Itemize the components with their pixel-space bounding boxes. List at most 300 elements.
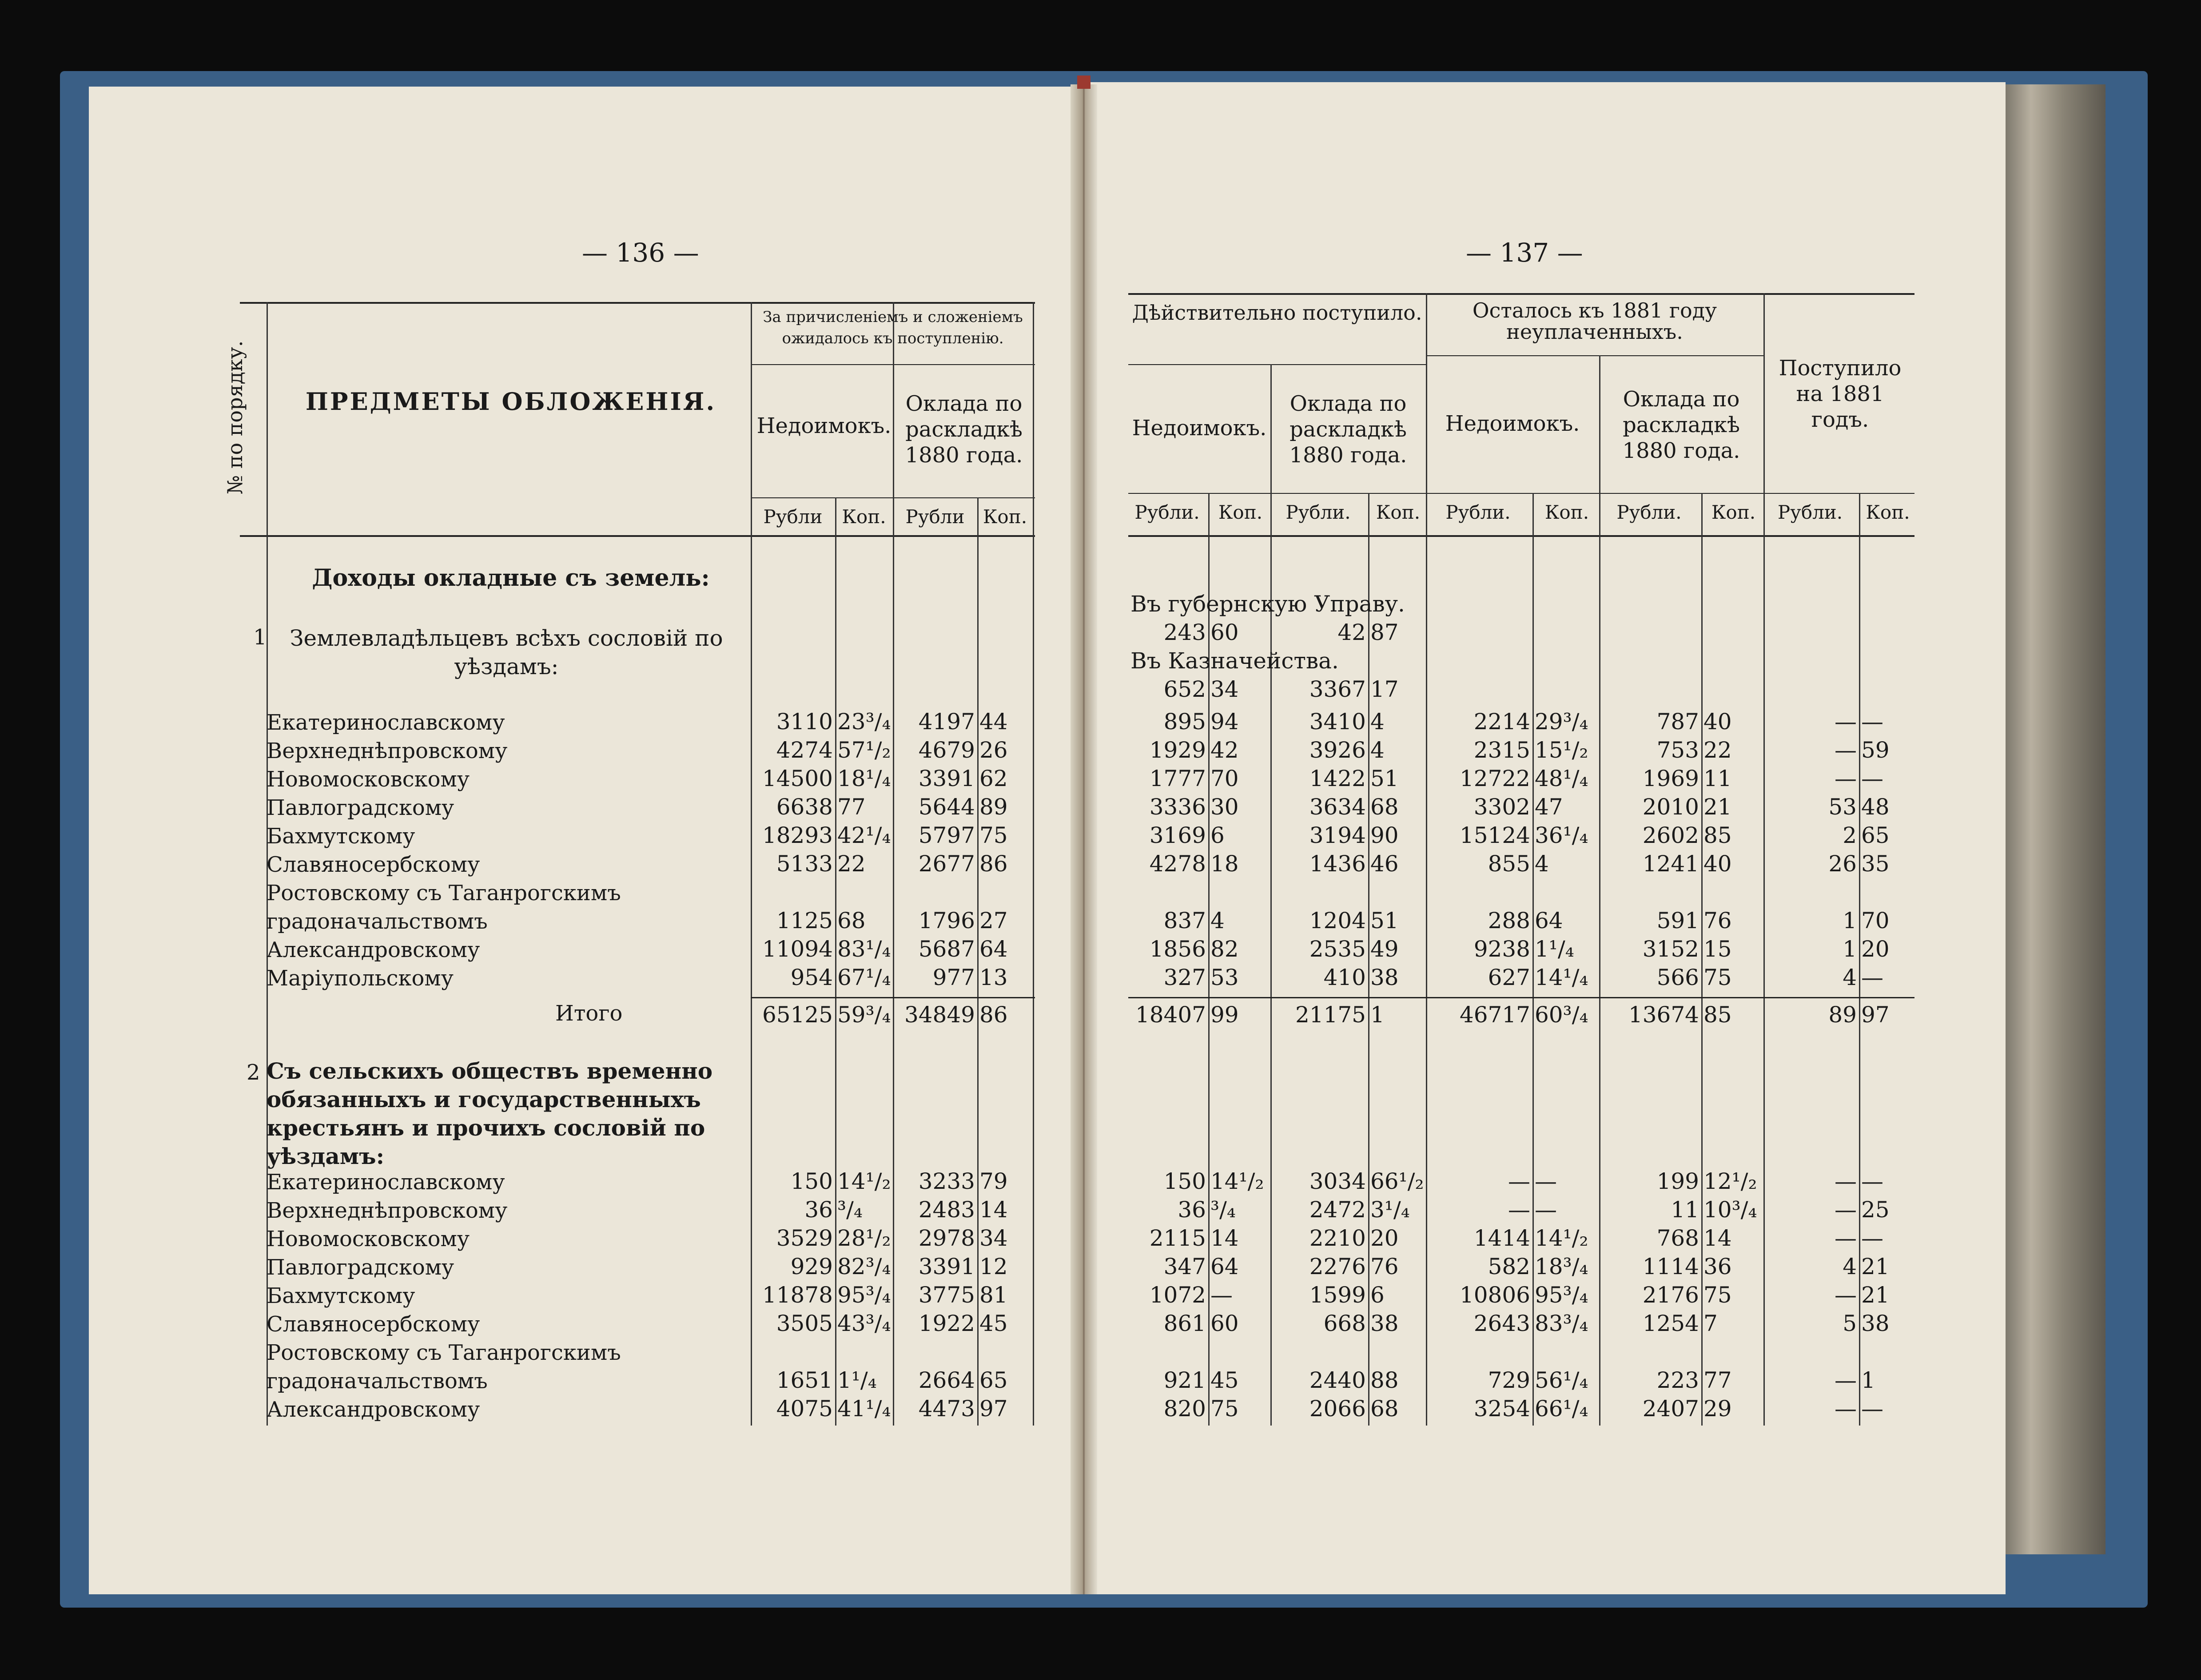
group-2-number: 2 (247, 1060, 260, 1085)
g2-row-value-2: 3233 (918, 1168, 975, 1194)
unit-kop-left-1: Коп. (842, 506, 886, 528)
g1-row-value-0: 1125 (776, 908, 833, 933)
g2-row-value-0: 4075 (776, 1396, 833, 1422)
right-g2-value-2: 2472 (1309, 1197, 1366, 1223)
g1-row-value-3: 13 (979, 965, 1008, 990)
right-total-value-2: 21175 (1295, 1002, 1366, 1028)
unit-rub-right-8: Рубли. (1777, 501, 1843, 523)
g1-row-value-1: 23³/₄ (837, 709, 891, 735)
total-value-1: 59³/₄ (837, 1002, 891, 1028)
right-total-value-5: 60³/₄ (1535, 1002, 1588, 1028)
g2-row-value-0: 11878 (762, 1282, 833, 1308)
right-g1-value-6: 1969 (1642, 766, 1699, 791)
right-g1-value-2: 1422 (1309, 766, 1366, 791)
g2-row-value-0: 36 (804, 1197, 833, 1223)
g1-row-value-0: 6638 (776, 794, 833, 820)
right-g1-value-0: 327 (1163, 965, 1206, 990)
col-header-arrears-right-2: Недоимокъ. (1445, 411, 1580, 436)
right-g2-value-6: 2176 (1642, 1282, 1699, 1308)
g1-row-value-1: 42¹/₄ (837, 822, 891, 848)
g1-row-value-3: 86 (979, 851, 1008, 877)
right-g1-value-4: 12722 (1459, 766, 1530, 791)
right-g1-value-0: 895 (1163, 709, 1206, 735)
note-value-kop-1: 34 (1210, 676, 1239, 702)
g1-row-value-1: 67¹/₄ (837, 965, 891, 990)
g2-row-value-1: ³/₄ (837, 1197, 863, 1223)
g2-row-value-2: 2483 (918, 1197, 975, 1223)
total-rule-right (1128, 997, 1914, 998)
right-g1-value-9: — (1861, 965, 1883, 990)
right-g2-value-7: 75 (1703, 1282, 1732, 1308)
right-g1-value-1: 18 (1210, 851, 1239, 877)
right-g2-value-2: 668 (1323, 1311, 1366, 1336)
page-number-left: — 136 — (582, 238, 699, 268)
table-top-rule-right (1128, 293, 1914, 295)
g1-row-label: Бахмутскому (267, 824, 415, 849)
right-g2-value-8: — (1835, 1367, 1857, 1393)
right-g1-value-7: 40 (1703, 709, 1732, 735)
right-g2-value-5: — (1535, 1168, 1557, 1194)
right-g1-value-8: 26 (1828, 851, 1857, 877)
right-g1-value-8: 4 (1843, 965, 1857, 990)
note-value-kop2-0: 87 (1370, 620, 1399, 645)
right-g2-value-8: — (1835, 1225, 1857, 1251)
right-g2-value-0: 921 (1163, 1367, 1206, 1393)
right-g2-value-1: — (1210, 1282, 1233, 1308)
book-spine (1071, 84, 1097, 1594)
g2-row-value-3: 14 (979, 1197, 1008, 1223)
right-g1-value-6: 591 (1656, 908, 1699, 933)
right-g1-value-5: 48¹/₄ (1535, 766, 1588, 791)
right-g2-value-0: 150 (1163, 1168, 1206, 1194)
g1-row-label: Маріупольскому (267, 966, 454, 991)
g2-row-label-part2: градоначальствомъ (267, 1369, 488, 1394)
unit-rub-right-4: Рубли. (1445, 501, 1511, 523)
g1-row-value-1: 22 (837, 851, 866, 877)
g2-row-label: Александровскому (267, 1397, 480, 1422)
right-g2-value-1: 64 (1210, 1254, 1239, 1279)
right-g2-value-1: 60 (1210, 1311, 1239, 1336)
g1-row-value-0: 5133 (776, 851, 833, 877)
right-g2-value-4: 10806 (1459, 1282, 1530, 1308)
right-g1-value-3: 46 (1370, 851, 1399, 877)
total-value-3: 86 (979, 1002, 1008, 1028)
right-g2-value-8: — (1835, 1168, 1857, 1194)
right-g1-value-2: 3194 (1309, 822, 1366, 848)
g2-row-value-1: 95³/₄ (837, 1282, 891, 1308)
right-g1-value-9: 48 (1861, 794, 1890, 820)
right-g1-value-5: 14¹/₄ (1535, 965, 1588, 990)
total-value-0: 65125 (762, 1002, 833, 1028)
right-g1-value-8: 2 (1843, 822, 1857, 848)
right-g2-value-2: 2066 (1309, 1396, 1366, 1422)
right-g1-value-1: 94 (1210, 709, 1239, 735)
right-g2-value-1: ³/₄ (1210, 1197, 1236, 1223)
g2-row-value-1: 14¹/₂ (837, 1168, 891, 1194)
right-g2-value-5: — (1535, 1197, 1557, 1223)
g2-row-value-2: 2664 (918, 1367, 975, 1393)
unit-rub-left-2: Рубли (905, 506, 965, 528)
right-g1-value-1: 6 (1210, 822, 1225, 848)
right-g2-value-9: 21 (1861, 1254, 1890, 1279)
right-g1-value-4: 288 (1488, 908, 1530, 933)
right-g1-value-1: 4 (1210, 908, 1225, 933)
right-g1-value-7: 85 (1703, 822, 1732, 848)
g2-row-value-2: 3775 (918, 1282, 975, 1308)
unit-kop-right-9: Коп. (1866, 501, 1910, 523)
g1-row-value-3: 75 (979, 822, 1008, 848)
right-g1-value-2: 3410 (1309, 709, 1366, 735)
g1-row-value-0: 11094 (762, 936, 833, 962)
g2-row-value-3: 34 (979, 1225, 1008, 1251)
g1-row-label: Екатеринославскому (267, 710, 505, 735)
right-total-value-9: 97 (1861, 1002, 1890, 1028)
section-title: Доходы окладные съ земель: (312, 564, 710, 592)
col-rule-left-3 (835, 497, 836, 1426)
right-g2-value-0: 861 (1163, 1311, 1206, 1336)
right-g1-value-5: 1¹/₄ (1535, 936, 1574, 962)
right-g2-value-6: 223 (1656, 1367, 1699, 1393)
right-g1-value-4: 3302 (1473, 794, 1530, 820)
right-g2-value-1: 14¹/₂ (1210, 1168, 1264, 1194)
right-total-value-6: 13674 (1628, 1002, 1699, 1028)
g1-row-value-3: 27 (979, 908, 1008, 933)
right-g1-value-2: 1204 (1309, 908, 1366, 933)
right-g2-value-3: 20 (1370, 1225, 1399, 1251)
right-g1-value-8: — (1835, 737, 1857, 763)
right-g1-value-7: 76 (1703, 908, 1732, 933)
g2-row-label: Новомосковскому (267, 1227, 470, 1251)
col-rule-left-6 (1033, 302, 1034, 1426)
right-g2-value-2: 2440 (1309, 1367, 1366, 1393)
g2-row-value-0: 929 (790, 1254, 833, 1279)
right-g1-value-9: 20 (1861, 936, 1890, 962)
right-g2-value-0: 820 (1163, 1396, 1206, 1422)
g2-row-label: Славяносербскому (267, 1312, 480, 1337)
right-g2-value-8: — (1835, 1396, 1857, 1422)
right-g2-value-4: 729 (1488, 1367, 1530, 1393)
table-top-rule-left (240, 302, 1035, 304)
g1-row-value-1: 83¹/₄ (837, 936, 891, 962)
g1-row-label: Верхнеднѣпровскому (267, 739, 508, 763)
right-g1-value-6: 787 (1656, 709, 1699, 735)
g2-row-label: Бахмутскому (267, 1283, 415, 1308)
right-g2-value-8: — (1835, 1282, 1857, 1308)
right-g1-value-0: 837 (1163, 908, 1206, 933)
right-g2-value-5: 56¹/₄ (1535, 1367, 1588, 1393)
right-g2-value-8: — (1835, 1197, 1857, 1223)
right-total-value-7: 85 (1703, 1002, 1732, 1028)
subheader-rule-right-1 (1128, 364, 1426, 365)
right-g2-value-0: 36 (1178, 1197, 1206, 1223)
right-g1-value-0: 3336 (1149, 794, 1206, 820)
g2-row-label: Екатеринославскому (267, 1170, 505, 1195)
g1-row-value-2: 3391 (918, 766, 975, 791)
right-g1-value-4: 2214 (1473, 709, 1530, 735)
right-g2-value-6: 1114 (1642, 1254, 1699, 1279)
right-g1-value-5: 64 (1535, 908, 1563, 933)
col-header-received: Дѣйствительно поступило. (1132, 301, 1422, 325)
right-g1-value-6: 2010 (1642, 794, 1699, 820)
g1-row-label: Павлоградскому (267, 795, 454, 820)
right-g2-value-5: 95³/₄ (1535, 1282, 1588, 1308)
right-g1-value-6: 1241 (1642, 851, 1699, 877)
g2-row-value-2: 2978 (918, 1225, 975, 1251)
g1-row-value-1: 68 (837, 908, 866, 933)
right-g2-value-3: 76 (1370, 1254, 1399, 1279)
g2-row-value-1: 1¹/₄ (837, 1367, 877, 1393)
g2-row-value-1: 82³/₄ (837, 1254, 891, 1279)
g1-row-value-0: 4274 (776, 737, 833, 763)
note-value-rub2-0: 42 (1337, 620, 1366, 645)
g2-row-value-1: 41¹/₄ (837, 1396, 891, 1422)
right-g1-value-0: 1856 (1149, 936, 1206, 962)
group-1-number: 1 (253, 625, 267, 650)
note-label-1: Въ Казначейства. (1130, 648, 1339, 674)
note-value-rub-0: 243 (1163, 620, 1206, 645)
g2-row-value-0: 150 (790, 1168, 833, 1194)
col-header-salary-left: Оклада по раскладкѣ 1880 года. (905, 391, 1023, 468)
right-g1-value-6: 3152 (1642, 936, 1699, 962)
g1-row-value-2: 5687 (918, 936, 975, 962)
right-g1-value-5: 15¹/₂ (1535, 737, 1588, 763)
g2-row-value-3: 79 (979, 1168, 1008, 1194)
right-g1-value-7: 22 (1703, 737, 1732, 763)
right-g1-value-5: 47 (1535, 794, 1563, 820)
g2-row-value-0: 1651 (776, 1367, 833, 1393)
unit-kop-right-7: Коп. (1711, 501, 1756, 523)
right-g1-value-9: — (1861, 709, 1883, 735)
right-g2-value-4: — (1508, 1197, 1530, 1223)
unit-rub-right-6: Рубли. (1616, 501, 1682, 523)
right-g2-value-5: 66¹/₄ (1535, 1396, 1588, 1422)
right-g2-value-3: 3¹/₄ (1370, 1197, 1410, 1223)
right-g1-value-1: 70 (1210, 766, 1239, 791)
total-value-2: 34849 (904, 1002, 975, 1028)
right-g1-value-3: 68 (1370, 794, 1399, 820)
right-g1-value-1: 30 (1210, 794, 1239, 820)
right-g1-value-5: 4 (1535, 851, 1549, 877)
right-g2-value-2: 2276 (1309, 1254, 1366, 1279)
unit-rub-right-2: Рубли. (1286, 501, 1351, 523)
right-g1-value-0: 4278 (1149, 851, 1206, 877)
note-label-0: Въ губернскую Управу. (1130, 591, 1405, 617)
right-g1-value-1: 82 (1210, 936, 1239, 962)
right-g1-value-4: 855 (1488, 851, 1530, 877)
right-total-value-8: 89 (1828, 1002, 1857, 1028)
right-g1-value-6: 753 (1656, 737, 1699, 763)
g1-row-value-1: 77 (837, 794, 866, 820)
col-header-salary-right-2: Оклада по раскладкѣ 1880 года. (1622, 387, 1740, 463)
g2-row-value-1: 28¹/₂ (837, 1225, 891, 1251)
right-g2-value-2: 1599 (1309, 1282, 1366, 1308)
right-g1-value-2: 410 (1323, 965, 1366, 990)
right-g1-value-3: 90 (1370, 822, 1399, 848)
right-total-value-0: 18407 (1135, 1002, 1206, 1028)
col-header-expected: За причисленіемъ и сложеніемъ ожидалось къ поступленію. (763, 308, 1023, 347)
right-g1-value-9: 65 (1861, 822, 1890, 848)
g1-row-value-0: 14500 (762, 766, 833, 791)
col-header-received-1881: Поступило на 1881 годъ. (1779, 356, 1902, 432)
right-total-value-3: 1 (1370, 1002, 1385, 1028)
g2-row-value-3: 81 (979, 1282, 1008, 1308)
unit-kop-right-3: Коп. (1376, 501, 1421, 523)
g1-row-label-part2: градоначальствомъ (267, 909, 488, 934)
right-g2-value-0: 347 (1163, 1254, 1206, 1279)
right-g1-value-8: 53 (1828, 794, 1857, 820)
right-g2-value-6: 1254 (1642, 1311, 1699, 1336)
col-rule-right-9 (1859, 493, 1860, 1426)
right-g2-value-3: 6 (1370, 1282, 1385, 1308)
header-bottom-rule-right (1128, 535, 1914, 537)
g1-row-label-part1: Ростовскому съ Таганрогскимъ (267, 881, 621, 906)
right-g2-value-0: 1072 (1149, 1282, 1206, 1308)
g1-row-value-2: 2677 (918, 851, 975, 877)
g1-row-label: Александровскому (267, 937, 480, 962)
right-g2-value-5: 14¹/₂ (1535, 1225, 1588, 1251)
page-number-right: — 137 — (1466, 238, 1583, 268)
right-g1-value-3: 51 (1370, 766, 1399, 791)
col-header-remained: Осталось къ 1881 году неуплаченныхъ. (1472, 298, 1717, 344)
g1-row-value-0: 954 (790, 965, 833, 990)
col-rule-right-7 (1701, 493, 1703, 1426)
right-g2-value-6: 199 (1656, 1168, 1699, 1194)
right-g1-value-3: 4 (1370, 737, 1385, 763)
col-header-subjects: ПРЕДМЕТЫ ОБЛОЖЕНІЯ. (305, 387, 716, 416)
right-g1-value-1: 53 (1210, 965, 1239, 990)
right-g1-value-4: 2315 (1473, 737, 1530, 763)
right-g2-value-9: 25 (1861, 1197, 1890, 1223)
g2-row-value-2: 3391 (918, 1254, 975, 1279)
right-g2-value-9: — (1861, 1225, 1883, 1251)
right-g1-value-7: 75 (1703, 965, 1732, 990)
unit-kop-right-1: Коп. (1218, 501, 1263, 523)
g1-row-value-2: 977 (932, 965, 975, 990)
group-1-title: Землевладѣльцевъ всѣхъ сословій по уѣздамъ: (290, 625, 723, 679)
right-g2-value-7: 36 (1703, 1254, 1732, 1279)
right-g2-value-1: 45 (1210, 1367, 1239, 1393)
group-2-title: Съ сельскихъ обществъ временно обязанныхъ и государственныхъ крестьянъ и прочихъ сословій по уѣздамъ: (267, 1058, 713, 1169)
g2-row-value-1: 43³/₄ (837, 1311, 891, 1336)
right-g1-value-9: — (1861, 766, 1883, 791)
g1-row-value-1: 18¹/₄ (837, 766, 891, 791)
right-g1-value-3: 51 (1370, 908, 1399, 933)
right-g1-value-9: 59 (1861, 737, 1890, 763)
unit-kop-right-5: Коп. (1544, 501, 1589, 523)
right-g1-value-8: 1 (1843, 908, 1857, 933)
right-g1-value-8: — (1835, 709, 1857, 735)
g1-row-label: Новомосковскому (267, 767, 470, 792)
col-header-arrears-right-1: Недоимокъ. (1132, 416, 1267, 441)
right-g2-value-3: 38 (1370, 1311, 1399, 1336)
right-g2-value-3: 66¹/₂ (1370, 1168, 1424, 1194)
right-g2-value-5: 18³/₄ (1535, 1254, 1588, 1279)
right-g2-value-9: — (1861, 1168, 1883, 1194)
right-g2-value-7: 77 (1703, 1367, 1732, 1393)
unit-rub-left-1: Рубли (763, 506, 823, 528)
g2-row-value-3: 97 (979, 1396, 1008, 1422)
g1-row-value-3: 26 (979, 737, 1008, 763)
right-g1-value-8: 1 (1843, 936, 1857, 962)
g1-row-value-3: 62 (979, 766, 1008, 791)
right-g1-value-0: 1777 (1149, 766, 1206, 791)
right-g2-value-7: 12¹/₂ (1703, 1168, 1757, 1194)
right-g1-value-0: 3169 (1149, 822, 1206, 848)
right-g2-value-4: 582 (1488, 1254, 1530, 1279)
right-g1-value-6: 2602 (1642, 822, 1699, 848)
right-g2-value-1: 75 (1210, 1396, 1239, 1422)
right-g2-value-3: 88 (1370, 1367, 1399, 1393)
right-g1-value-7: 21 (1703, 794, 1732, 820)
page-edges (1999, 84, 2105, 1554)
g1-row-value-1: 57¹/₂ (837, 737, 891, 763)
right-g2-value-1: 14 (1210, 1225, 1239, 1251)
col-rule-left-5 (977, 497, 979, 1426)
right-g2-value-4: 2643 (1473, 1311, 1530, 1336)
right-g2-value-7: 14 (1703, 1225, 1732, 1251)
g2-row-value-3: 65 (979, 1367, 1008, 1393)
g1-row-label: Славяносербскому (267, 852, 480, 877)
col-rule-right-3 (1368, 493, 1369, 1426)
right-g2-value-6: 11 (1671, 1197, 1699, 1223)
g1-row-value-2: 4679 (918, 737, 975, 763)
g1-row-value-3: 64 (979, 936, 1008, 962)
right-g1-value-4: 9238 (1473, 936, 1530, 962)
note-value-rub2-1: 3367 (1309, 676, 1366, 702)
right-total-value-1: 99 (1210, 1002, 1239, 1028)
right-g2-value-9: 38 (1861, 1311, 1890, 1336)
col-header-order: № по порядку. (223, 340, 247, 495)
col-header-salary-right-1: Оклада по раскладкѣ 1880 года. (1289, 391, 1407, 468)
g2-row-value-2: 1922 (918, 1311, 975, 1336)
right-g1-value-2: 2535 (1309, 936, 1366, 962)
g1-row-value-0: 3110 (776, 709, 833, 735)
total-rule-left (751, 997, 1035, 998)
right-g2-value-6: 2407 (1642, 1396, 1699, 1422)
right-g2-value-5: 83³/₄ (1535, 1311, 1588, 1336)
right-g1-value-4: 627 (1488, 965, 1530, 990)
g1-row-value-2: 5644 (918, 794, 975, 820)
right-g1-value-2: 3634 (1309, 794, 1366, 820)
right-g2-value-8: 4 (1843, 1254, 1857, 1279)
right-g2-value-0: 2115 (1149, 1225, 1206, 1251)
units-rule-right (1128, 493, 1914, 494)
right-g2-value-4: 3254 (1473, 1396, 1530, 1422)
right-g2-value-4: 1414 (1473, 1225, 1530, 1251)
g2-row-label: Павлоградскому (267, 1255, 454, 1280)
right-g1-value-7: 40 (1703, 851, 1732, 877)
note-value-kop-0: 60 (1210, 620, 1239, 645)
right-g2-value-9: 1 (1861, 1367, 1875, 1393)
col-header-arrears-left: Недоимокъ. (756, 413, 892, 438)
right-g1-value-3: 49 (1370, 936, 1399, 962)
g2-row-label: Верхнеднѣпровскому (267, 1198, 508, 1223)
right-g2-value-4: — (1508, 1168, 1530, 1194)
subheader-rule-right-2 (1426, 355, 1763, 356)
right-g1-value-7: 11 (1703, 766, 1732, 791)
header-bottom-rule-left (240, 535, 1035, 537)
col-rule-right-5 (1532, 493, 1534, 1426)
g1-row-value-2: 5797 (918, 822, 975, 848)
total-label: Итого (555, 1001, 623, 1026)
right-g1-value-5: 36¹/₄ (1535, 822, 1588, 848)
right-g2-value-3: 68 (1370, 1396, 1399, 1422)
g2-row-value-0: 3505 (776, 1311, 833, 1336)
right-g1-value-9: 70 (1861, 908, 1890, 933)
right-g2-value-9: — (1861, 1396, 1883, 1422)
right-g1-value-4: 15124 (1459, 822, 1530, 848)
g1-row-value-2: 4197 (918, 709, 975, 735)
